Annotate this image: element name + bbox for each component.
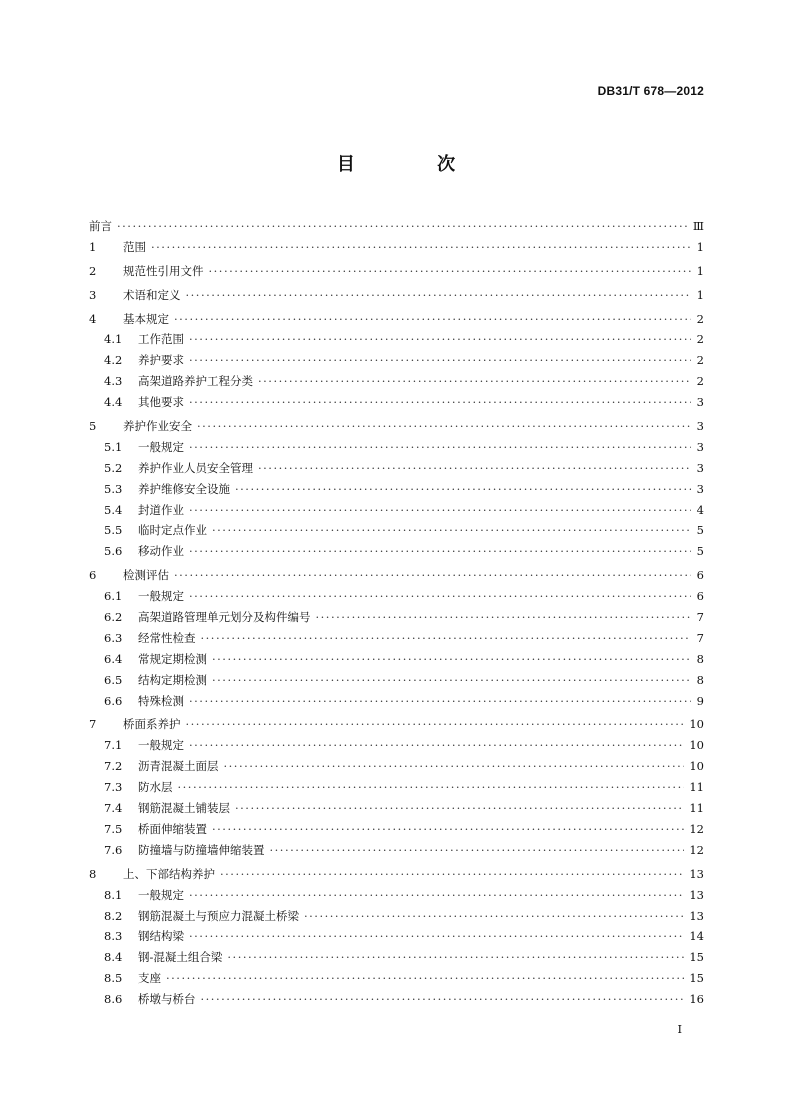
toc-entry-number: 4.4 xyxy=(104,395,123,410)
toc-entry-number: 3 xyxy=(89,287,97,302)
toc-entry-number: 7.5 xyxy=(104,821,123,836)
toc-dot-leader xyxy=(189,500,691,521)
toc-entry-page: 3 xyxy=(696,460,704,475)
toc-entry-page: Ⅲ xyxy=(692,219,704,233)
toc-entry[interactable] xyxy=(89,885,704,906)
toc-entry[interactable] xyxy=(89,371,704,392)
toc-dot-leader xyxy=(258,371,691,392)
toc-entry-number: 5 xyxy=(89,419,97,434)
toc-entry-number: 8 xyxy=(89,866,97,881)
toc-dot-leader xyxy=(209,261,692,282)
toc-dot-leader xyxy=(189,691,691,712)
toc-entry[interactable] xyxy=(89,216,704,237)
toc-entry-title: 防撞墙与防撞墙伸缩装置 xyxy=(138,842,265,857)
toc-entry-title: 高架道路养护工程分类 xyxy=(138,374,253,389)
toc-entry[interactable] xyxy=(89,670,704,691)
toc-entry-title: 养护要求 xyxy=(138,353,184,368)
toc-dot-leader xyxy=(212,649,691,670)
toc-entry[interactable] xyxy=(89,607,704,628)
toc-entry-number: 5.6 xyxy=(104,544,123,559)
toc-entry-number: 7.2 xyxy=(104,759,123,774)
toc-entry-title: 术语和定义 xyxy=(123,287,181,302)
toc-entry[interactable] xyxy=(89,777,704,798)
toc-entry-page: 2 xyxy=(696,332,704,347)
toc-entry-title: 桥墩与桥台 xyxy=(138,992,196,1007)
toc-entry-page: 8 xyxy=(696,672,704,687)
toc-entry-number: 4.1 xyxy=(104,332,123,347)
toc-entry-title: 移动作业 xyxy=(138,544,184,559)
toc-dot-leader xyxy=(151,237,691,258)
toc-entry-number: 5.5 xyxy=(104,523,123,538)
toc-entry-number: 7.1 xyxy=(104,738,123,753)
toc-dot-leader xyxy=(212,670,691,691)
toc-entry-title: 沥青混凝土面层 xyxy=(138,759,219,774)
toc-entry[interactable] xyxy=(89,947,704,968)
toc-entry-page: 16 xyxy=(689,992,704,1007)
standard-number: DB31/T 678—2012 xyxy=(597,84,704,98)
toc-entry-title: 封道作业 xyxy=(138,502,184,517)
toc-dot-leader xyxy=(235,479,691,500)
toc-entry[interactable] xyxy=(89,798,704,819)
toc-entry-page: 13 xyxy=(689,887,704,902)
toc-entry[interactable] xyxy=(89,285,704,306)
toc-dot-leader xyxy=(189,735,684,756)
toc-entry-number: 5.1 xyxy=(104,439,123,454)
toc-entry-page: 10 xyxy=(689,738,704,753)
toc-entry[interactable] xyxy=(89,541,704,562)
toc-entry-number: 6.6 xyxy=(104,693,123,708)
toc-dot-leader xyxy=(212,520,691,541)
toc-entry-title: 经常性检查 xyxy=(138,630,196,645)
toc-dot-leader xyxy=(117,216,688,237)
toc-dot-leader xyxy=(166,968,684,989)
toc-entry[interactable] xyxy=(89,691,704,712)
toc-entry[interactable] xyxy=(89,437,704,458)
toc-entry-page: 15 xyxy=(689,971,704,986)
toc-entry-page: 14 xyxy=(689,929,704,944)
toc-dot-leader xyxy=(189,586,691,607)
toc-entry[interactable] xyxy=(89,819,704,840)
toc-entry[interactable] xyxy=(89,649,704,670)
toc-dot-leader xyxy=(174,309,691,330)
toc-entry-page: 11 xyxy=(689,801,704,816)
toc-dot-leader xyxy=(189,329,691,350)
toc-entry-title: 钢结构梁 xyxy=(138,929,184,944)
toc-entry-page: 6 xyxy=(696,568,704,583)
toc-entry-title: 养护维修安全设施 xyxy=(138,481,230,496)
toc-dot-leader xyxy=(220,864,684,885)
toc-entry-page: 3 xyxy=(696,419,704,434)
toc-entry-title: 一般规定 xyxy=(138,738,184,753)
toc-dot-leader xyxy=(201,628,692,649)
toc-entry-number: 2 xyxy=(89,263,97,278)
toc-entry-number: 8.3 xyxy=(104,929,123,944)
toc-dot-leader xyxy=(304,906,684,927)
toc-dot-leader xyxy=(316,607,692,628)
toc-entry-title: 高架道路管理单元划分及构件编号 xyxy=(138,610,311,625)
toc-dot-leader xyxy=(189,437,691,458)
toc-entry-number: 5.3 xyxy=(104,481,123,496)
toc-entry-title: 基本规定 xyxy=(123,311,169,326)
toc-entry-page: 7 xyxy=(696,610,704,625)
toc-entry[interactable] xyxy=(89,565,704,586)
toc-entry-page: 3 xyxy=(696,395,704,410)
toc-entry[interactable] xyxy=(89,906,704,927)
toc-entry-number: 8.6 xyxy=(104,992,123,1007)
toc-dot-leader xyxy=(189,392,691,413)
page-number: I xyxy=(677,1022,682,1036)
toc-entry-page: 11 xyxy=(689,780,704,795)
toc-entry[interactable] xyxy=(89,479,704,500)
toc-entry-page: 5 xyxy=(696,523,704,538)
toc-entry[interactable] xyxy=(89,500,704,521)
toc-entry-title: 检测评估 xyxy=(123,568,169,583)
toc-entry[interactable] xyxy=(89,520,704,541)
toc-entry-number: 8.2 xyxy=(104,908,123,923)
toc-entry-page: 8 xyxy=(696,651,704,666)
toc-entry-page: 6 xyxy=(696,589,704,604)
toc-entry-page: 15 xyxy=(689,950,704,965)
toc-entry[interactable] xyxy=(89,392,704,413)
toc-entry-page: 2 xyxy=(696,353,704,368)
toc-entry-number: 4 xyxy=(89,311,97,326)
toc-dot-leader xyxy=(201,989,685,1010)
toc-dot-leader xyxy=(258,458,691,479)
toc-entry-page: 10 xyxy=(689,717,704,732)
toc-entry-number: 4.2 xyxy=(104,353,123,368)
toc-entry-page: 3 xyxy=(696,439,704,454)
table-of-contents xyxy=(89,216,704,1010)
toc-entry-title: 前言 xyxy=(89,219,112,233)
toc-entry[interactable] xyxy=(89,350,704,371)
toc-dot-leader xyxy=(186,714,685,735)
toc-entry-title: 规范性引用文件 xyxy=(123,263,204,278)
toc-entry-page: 2 xyxy=(696,374,704,389)
toc-entry-number: 7.3 xyxy=(104,780,123,795)
toc-entry-title: 范围 xyxy=(123,239,146,254)
toc-entry-number: 6.2 xyxy=(104,610,123,625)
toc-entry-title: 支座 xyxy=(138,971,161,986)
toc-entry-title: 一般规定 xyxy=(138,439,184,454)
toc-entry-number: 5.2 xyxy=(104,460,123,475)
toc-dot-leader xyxy=(189,885,684,906)
toc-entry-title: 桥面系养护 xyxy=(123,717,181,732)
toc-entry-page: 5 xyxy=(696,544,704,559)
toc-dot-leader xyxy=(197,416,691,437)
toc-entry[interactable] xyxy=(89,458,704,479)
toc-entry[interactable] xyxy=(89,237,704,258)
toc-entry[interactable] xyxy=(89,714,704,735)
toc-dot-leader xyxy=(235,798,684,819)
toc-entry[interactable] xyxy=(89,840,704,861)
toc-dot-leader xyxy=(227,947,684,968)
toc-entry-number: 7.4 xyxy=(104,801,123,816)
toc-entry-title: 钢筋混凝土铺装层 xyxy=(138,801,230,816)
toc-entry[interactable] xyxy=(89,586,704,607)
toc-entry-page: 12 xyxy=(689,842,704,857)
toc-entry-title: 工作范围 xyxy=(138,332,184,347)
toc-entry[interactable] xyxy=(89,261,704,282)
toc-dot-leader xyxy=(174,565,691,586)
toc-dot-leader xyxy=(189,350,691,371)
toc-entry-page: 1 xyxy=(696,239,704,254)
toc-entry[interactable] xyxy=(89,926,704,947)
toc-entry[interactable] xyxy=(89,989,704,1010)
toc-entry-title: 防水层 xyxy=(138,780,173,795)
toc-entry-title: 常规定期检测 xyxy=(138,651,207,666)
toc-entry[interactable] xyxy=(89,735,704,756)
page-title: 目 次 xyxy=(336,154,494,175)
toc-entry-number: 8.1 xyxy=(104,887,123,902)
toc-entry-title: 特殊检测 xyxy=(138,693,184,708)
toc-entry[interactable] xyxy=(89,756,704,777)
toc-entry-title: 养护作业人员安全管理 xyxy=(138,460,253,475)
toc-entry-title: 桥面伸缩装置 xyxy=(138,821,207,836)
toc-dot-leader xyxy=(189,541,691,562)
toc-entry-number: 1 xyxy=(89,239,97,254)
toc-entry-page: 13 xyxy=(689,866,704,881)
toc-entry-number: 4.3 xyxy=(104,374,123,389)
toc-entry-page: 1 xyxy=(696,263,704,278)
toc-dot-leader xyxy=(224,756,685,777)
toc-entry-number: 7.6 xyxy=(104,842,123,857)
toc-entry-title: 钢筋混凝土与预应力混凝土桥梁 xyxy=(138,908,299,923)
toc-dot-leader xyxy=(186,285,692,306)
toc-entry-number: 6.4 xyxy=(104,651,123,666)
toc-entry-number: 6 xyxy=(89,568,97,583)
toc-entry[interactable] xyxy=(89,309,704,330)
toc-dot-leader xyxy=(189,926,684,947)
toc-entry-title: 临时定点作业 xyxy=(138,523,207,538)
toc-dot-leader xyxy=(270,840,685,861)
toc-entry-page: 9 xyxy=(696,693,704,708)
toc-entry-number: 6.1 xyxy=(104,589,123,604)
toc-entry-page: 2 xyxy=(696,311,704,326)
toc-entry-number: 5.4 xyxy=(104,502,123,517)
toc-entry-page: 7 xyxy=(696,630,704,645)
toc-dot-leader xyxy=(178,777,685,798)
toc-entry-page: 10 xyxy=(689,759,704,774)
toc-entry-number: 6.3 xyxy=(104,630,123,645)
toc-entry[interactable] xyxy=(89,864,704,885)
toc-entry-page: 3 xyxy=(696,481,704,496)
toc-entry[interactable] xyxy=(89,416,704,437)
toc-entry-title: 上、下部结构养护 xyxy=(123,866,215,881)
toc-entry-page: 1 xyxy=(696,287,704,302)
toc-entry-title: 钢-混凝土组合梁 xyxy=(138,950,223,965)
toc-dot-leader xyxy=(212,819,684,840)
toc-entry-page: 13 xyxy=(689,908,704,923)
toc-entry[interactable] xyxy=(89,628,704,649)
toc-entry-number: 8.4 xyxy=(104,950,123,965)
toc-entry-number: 6.5 xyxy=(104,672,123,687)
toc-entry-number: 8.5 xyxy=(104,971,123,986)
toc-entry[interactable] xyxy=(89,968,704,989)
toc-entry-title: 结构定期检测 xyxy=(138,672,207,687)
toc-entry-title: 一般规定 xyxy=(138,589,184,604)
toc-entry-number: 7 xyxy=(89,717,97,732)
toc-entry-page: 4 xyxy=(696,502,704,517)
toc-entry-title: 一般规定 xyxy=(138,887,184,902)
toc-entry[interactable] xyxy=(89,329,704,350)
toc-entry-page: 12 xyxy=(689,821,704,836)
toc-entry-title: 其他要求 xyxy=(138,395,184,410)
toc-entry-title: 养护作业安全 xyxy=(123,419,192,434)
